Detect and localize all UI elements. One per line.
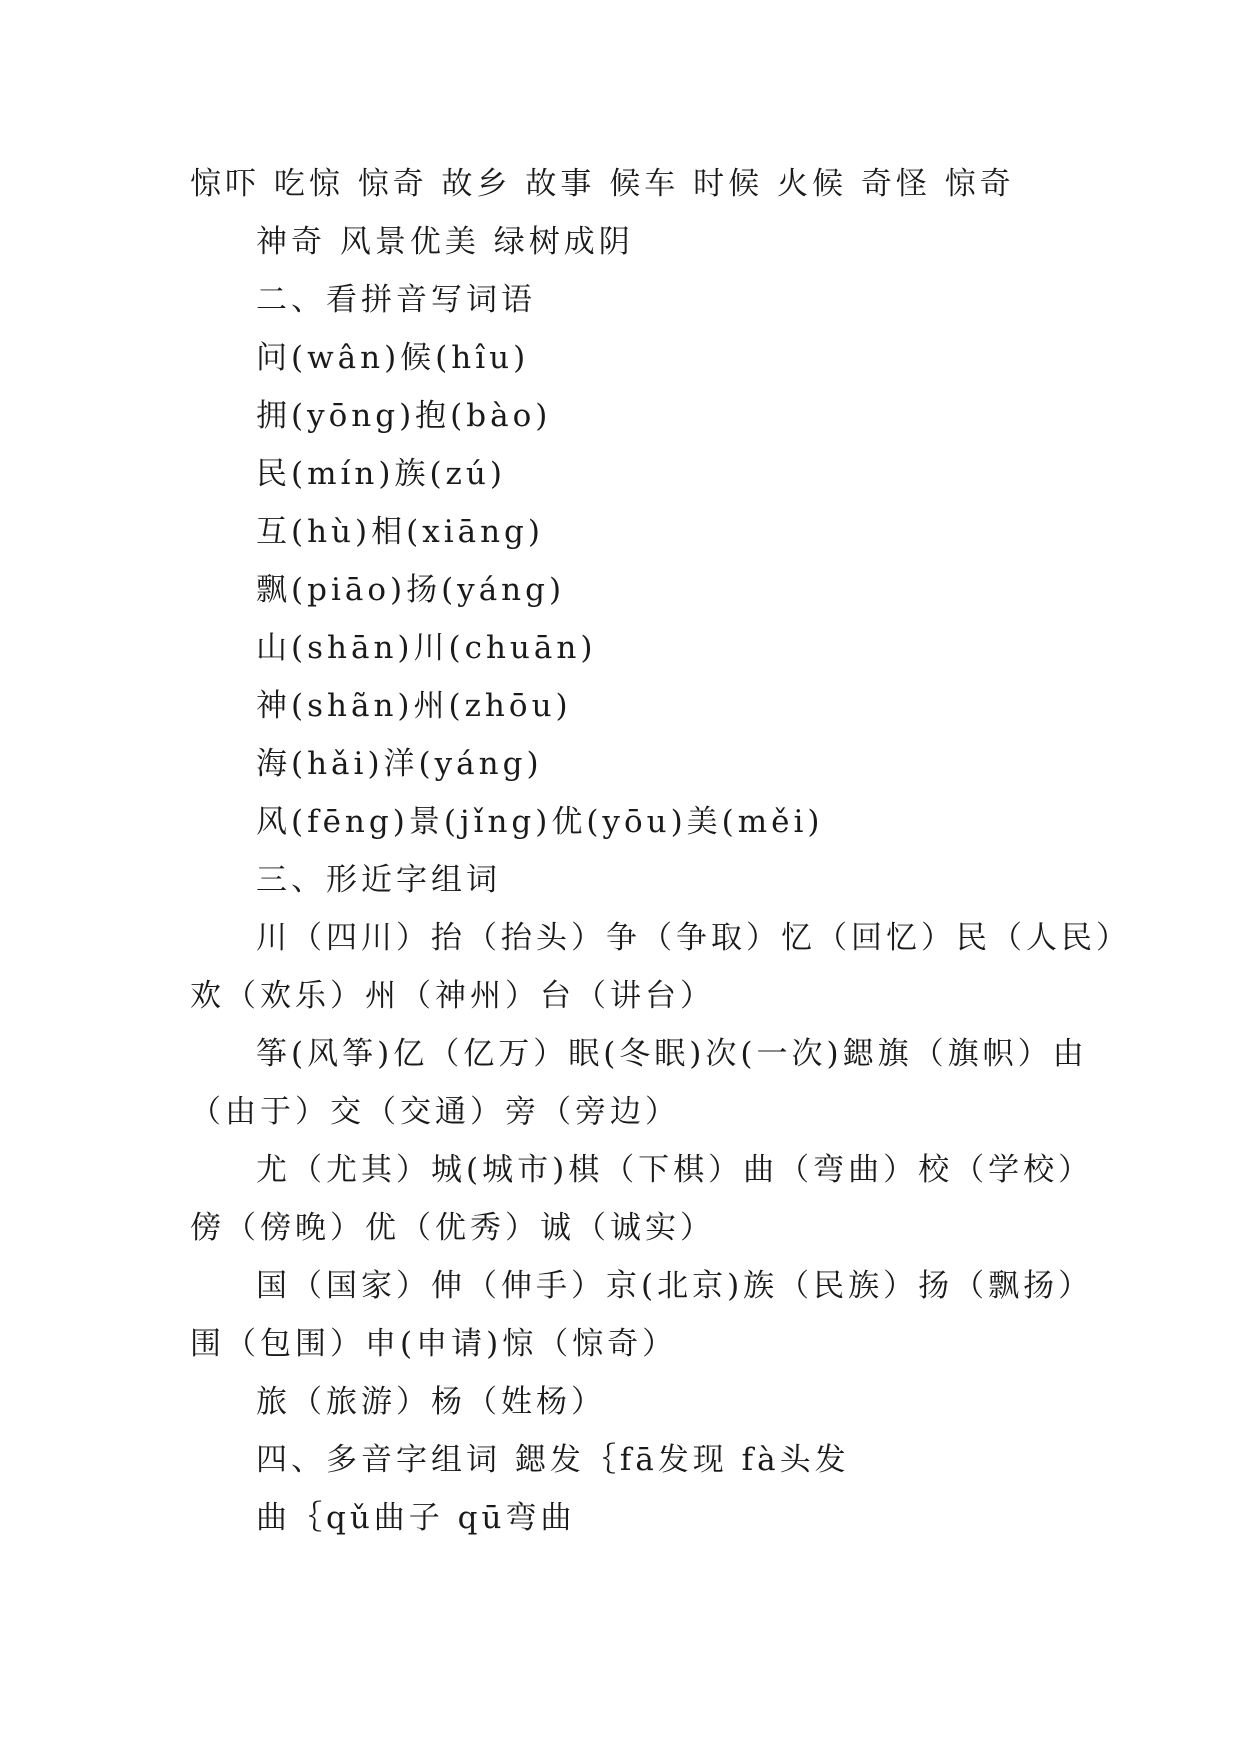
text-line: 山(shān)川(chuān): [256, 630, 597, 666]
text-line: 欢（欢乐）州（神州）台（讲台）: [190, 978, 715, 1014]
text-line: 曲｛qǔ曲子 qū弯曲: [256, 1500, 576, 1536]
text-line: 民(mín)族(zú): [256, 456, 506, 492]
text-line: 尤（尤其）城(城市)棋（下棋）曲（弯曲）校（学校）: [256, 1152, 1094, 1188]
section-heading: 二、看拼音写词语: [256, 282, 536, 318]
text-line: 旅（旅游）杨（姓杨）: [256, 1384, 606, 1420]
text-line: 海(hǎi)洋(yáng): [256, 746, 543, 782]
text-line: 神(shãn)州(zhōu): [256, 688, 572, 724]
text-line: 川（四川）抬（抬头）争（争取）忆（回忆）民（人民）: [256, 920, 1131, 956]
text-line: 拥(yōng)抱(bào): [256, 398, 552, 434]
text-line: 筝(风筝)亿（亿万）眠(冬眠)次(一次)鍶旗（旗帜）由: [256, 1036, 1088, 1072]
text-line: 神奇 风景优美 绿树成阴: [256, 224, 634, 260]
section-heading: 三、形近字组词: [256, 862, 501, 898]
text-line: 围（包围）申(申请)惊（惊奇）: [190, 1326, 678, 1362]
text-line: 国（国家）伸（伸手）京(北京)族（民族）扬（飘扬）: [256, 1268, 1094, 1304]
text-line: 风(fēng)景(jǐng)优(yōu)美(měi): [256, 804, 824, 840]
text-line: 互(hù)相(xiāng): [256, 514, 544, 550]
text-line: 问(wân)候(hîu): [256, 340, 530, 376]
text-line: （由于）交（交通）旁（旁边）: [190, 1094, 680, 1130]
text-line: 惊吓 吃惊 惊奇 故乡 故事 候车 时候 火候 奇怪 惊奇: [190, 166, 1015, 202]
section-heading: 四、多音字组词 鍶发｛fā发现 fà头发: [256, 1442, 850, 1478]
text-line: 傍（傍晚）优（优秀）诚（诚实）: [190, 1210, 715, 1246]
text-line: 飘(piāo)扬(yáng): [256, 572, 566, 608]
